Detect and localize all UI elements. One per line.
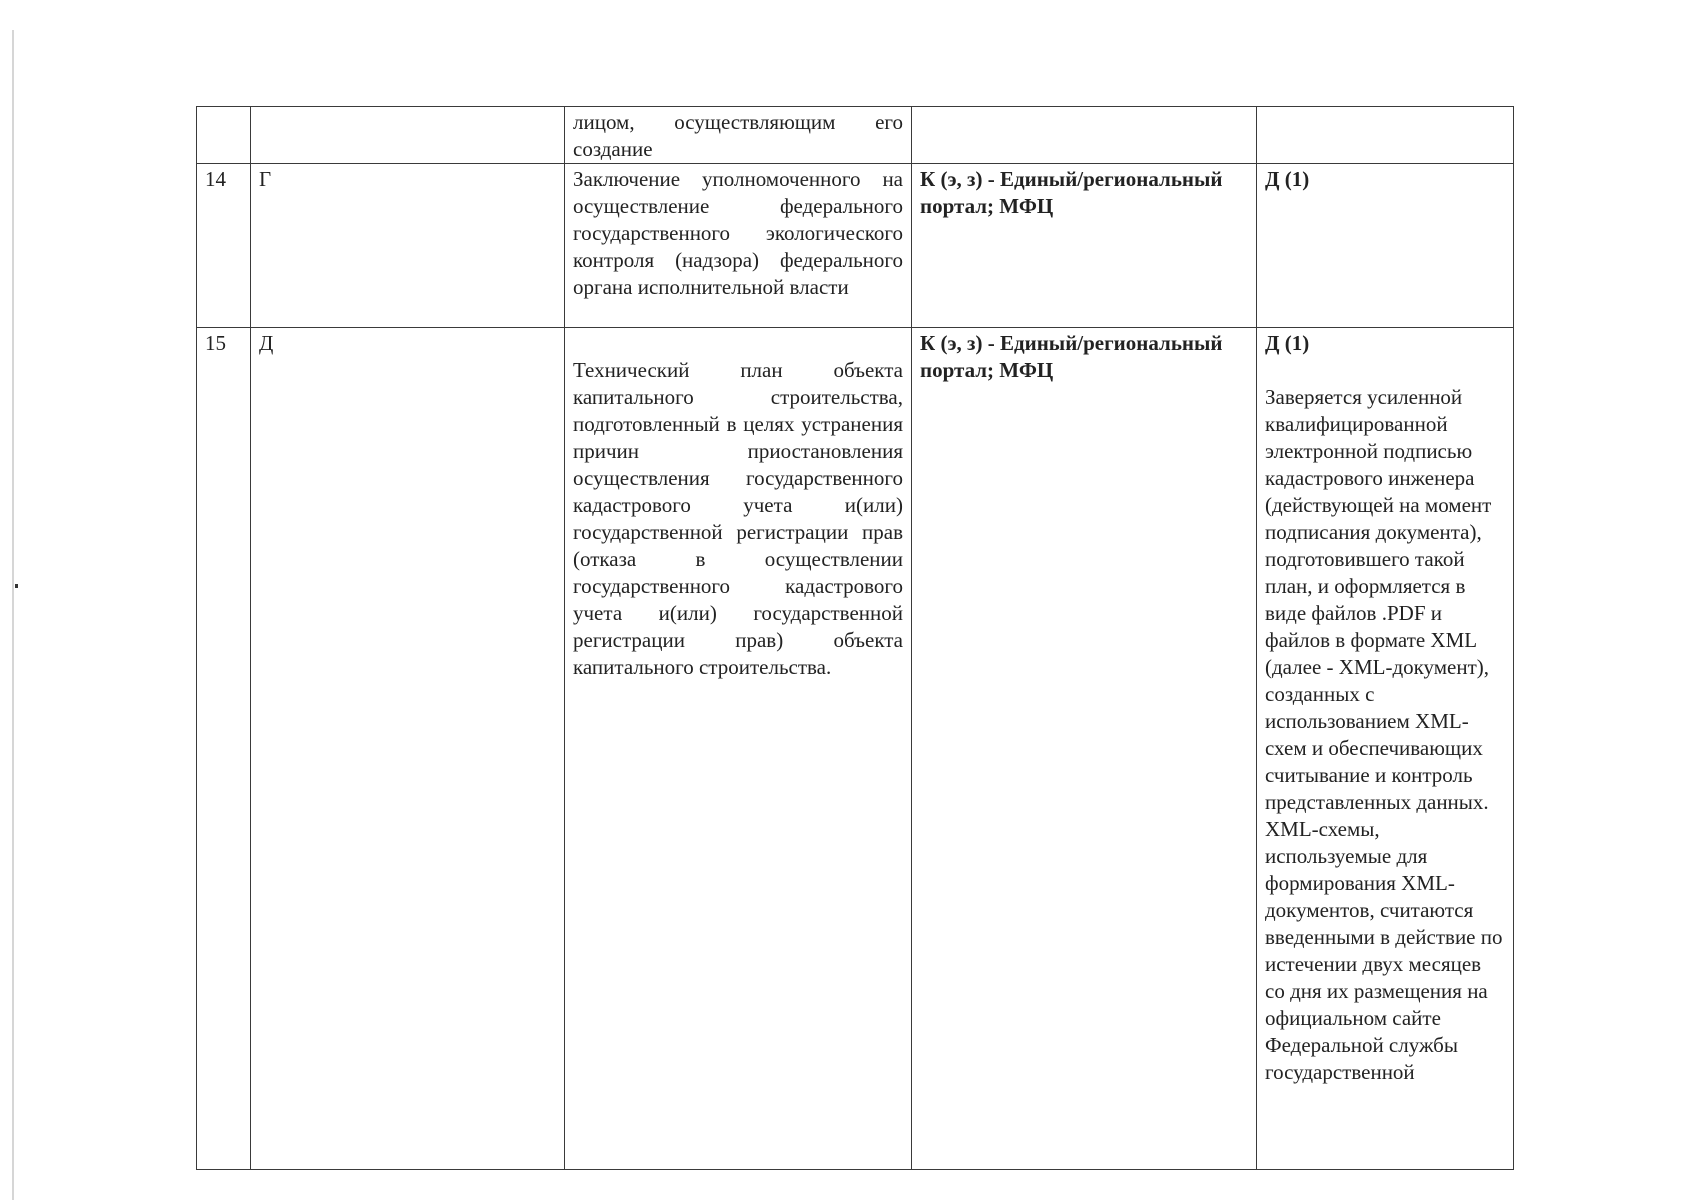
category-cell	[251, 107, 565, 164]
scan-page-edge	[12, 30, 14, 1200]
description-cell	[565, 328, 912, 1170]
category-cell: Г	[251, 164, 565, 328]
table-row	[197, 107, 1514, 164]
submission-method-cell: К (э, з) - Единый/региональный портал; МФЦ	[912, 164, 1257, 328]
requirement-code: Д (1)	[1265, 331, 1310, 355]
requirement-cell	[1257, 107, 1514, 164]
scan-artifact-mark	[15, 584, 18, 588]
document-table	[196, 106, 1514, 1170]
requirement-note: Заверяется усиленной квалифицированной электронной подписью кадастрового инженера (действующей на момент подписания документа), подготовившего такой план, и оформляется в виде файлов .PDF и файлов в формате XML (далее - XML-документ), созданных с использованием XML-схем и обеспечивающих считывание и контроль представленных данных. XML-схемы, используемые для формирования XML-документов, считаются введенными в действие по истечении двух месяцев со дня их размещения на официальном сайте Федеральной службы государственной	[1265, 385, 1503, 1084]
submission-method-cell	[912, 107, 1257, 164]
category-cell: Д	[251, 328, 565, 1170]
description-cell: лицом, осуществляющим его создание	[565, 107, 912, 164]
row-number-cell: 15	[197, 328, 251, 1170]
table-row	[197, 164, 1514, 328]
description-text: Технический план объекта капитального строительства, подготовленный в целях устранения причин приостановления осуществления государственного кадастрового учета и(или) государственной регистрации прав (отказа в осуществлении государственного кадастрового учета и(или) государственной регистрации прав) объекта капитального строительства.	[573, 358, 903, 679]
requirement-cell	[1257, 328, 1514, 1170]
table-row	[197, 328, 1514, 1170]
row-number-cell	[197, 107, 251, 164]
submission-method-cell: К (э, з) - Единый/региональный портал; МФЦ	[912, 328, 1257, 1170]
row-number-cell: 14	[197, 164, 251, 328]
description-cell: Заключение уполномоченного на осуществление федерального государственного экологического контроля (надзора) федерального органа исполнительной власти	[565, 164, 912, 328]
requirement-cell: Д (1)	[1257, 164, 1514, 328]
